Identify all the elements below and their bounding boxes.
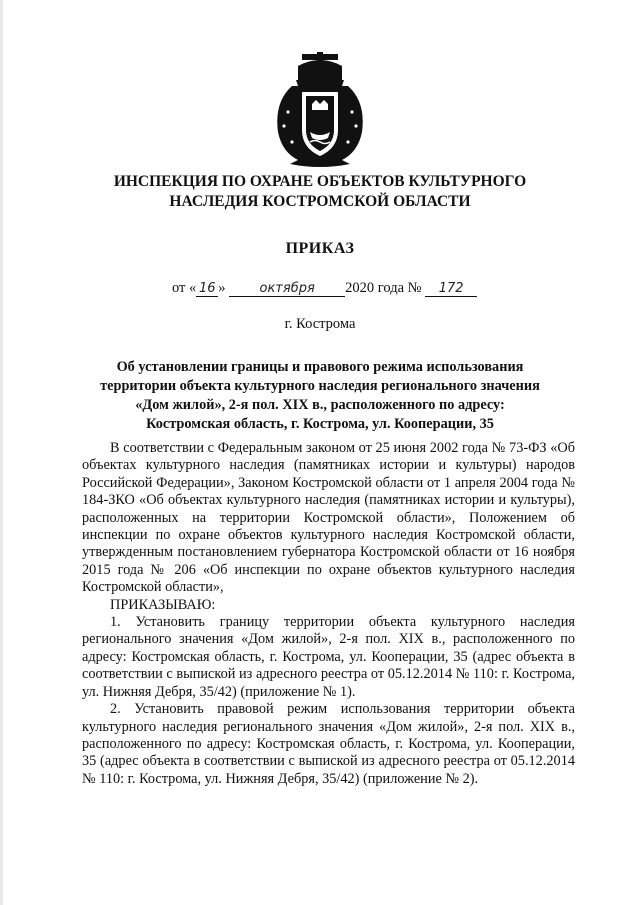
order-word: ПРИКАЗЫВАЮ:: [110, 596, 216, 613]
date-month: октября: [229, 281, 345, 297]
order-body: [82, 440, 575, 788]
city: г. Кострома: [284, 316, 356, 332]
coat-of-arms-icon: [268, 52, 372, 170]
order-title: [60, 358, 580, 434]
org-name-line1: ИНСПЕКЦИЯ ПО ОХРАНЕ ОБЪЕКТОВ КУЛЬТУРНОГО: [113, 173, 527, 190]
date-year: 2020 года №: [345, 280, 422, 296]
document-type: ПРИКАЗ: [285, 240, 355, 257]
date-day: 16: [196, 281, 218, 297]
title-line: Об установлении границы и правового режима использования: [116, 359, 524, 375]
title-line: Костромская область, г. Кострома, ул. Кооперации, 35: [146, 416, 494, 432]
org-name-line2: НАСЛЕДИЯ КОСТРОМСКОЙ ОБЛАСТИ: [169, 193, 471, 210]
date-prefix: от «: [172, 280, 197, 296]
order-item-2: 2. Установить правовой режим использования территории объекта культурного наследия регионального значения «Дом жилой», 2-я пол. XIX в., расположенного по адресу: Костромская область, г. Кострома, ул. Кооперации, 35 (адрес объекта в соответствии с выпиской из адресного реестра от 05.12.2014 № 110: г. Кострома, ул. Нижняя Дебря, 35/42) (приложение № 2).: [82, 701, 575, 787]
date-mid: »: [218, 280, 226, 296]
scan-edge: [0, 0, 3, 905]
title-line: территории объекта культурного наследия регионального значения: [100, 378, 540, 394]
order-item-1: 1. Установить границу территории объекта культурного наследия регионального значения «Дом жилой», 2-я пол. XIX в., расположенного по адресу: Костромская область, г. Кострома, ул. Кооперации, 35 (адрес объекта в соответствии с выпиской из адресного реестра от 05.12.2014 № 110: г. Кострома, ул. Нижняя Дебря, 35/42) (приложение № 1).: [82, 614, 575, 700]
order-number: 172: [425, 281, 477, 297]
date-line: [172, 280, 477, 297]
title-line: «Дом жилой», 2-я пол. XIX в., расположенного по адресу:: [135, 397, 505, 413]
preamble-paragraph: В соответствии с Федеральным законом от 25 июня 2002 года № 73-ФЗ «Об объектах культурного наследия (памятниках истории и культуры) народов Российской Федерации», Законом Костромской области от 1 апреля 2004 года № 184-ЗКО «Об объектах культурного наследия (памятниках истории и культуры), расположенных на территории Костромской области», Положением об инспекции по охране объектов культурного наследия Костромской области, утвержденным постановлением губернатора Костромской области от 16 ноября 2015 года № 206 «Об инспекции по охране объектов культурного наследия Костромской области»,: [82, 440, 575, 596]
